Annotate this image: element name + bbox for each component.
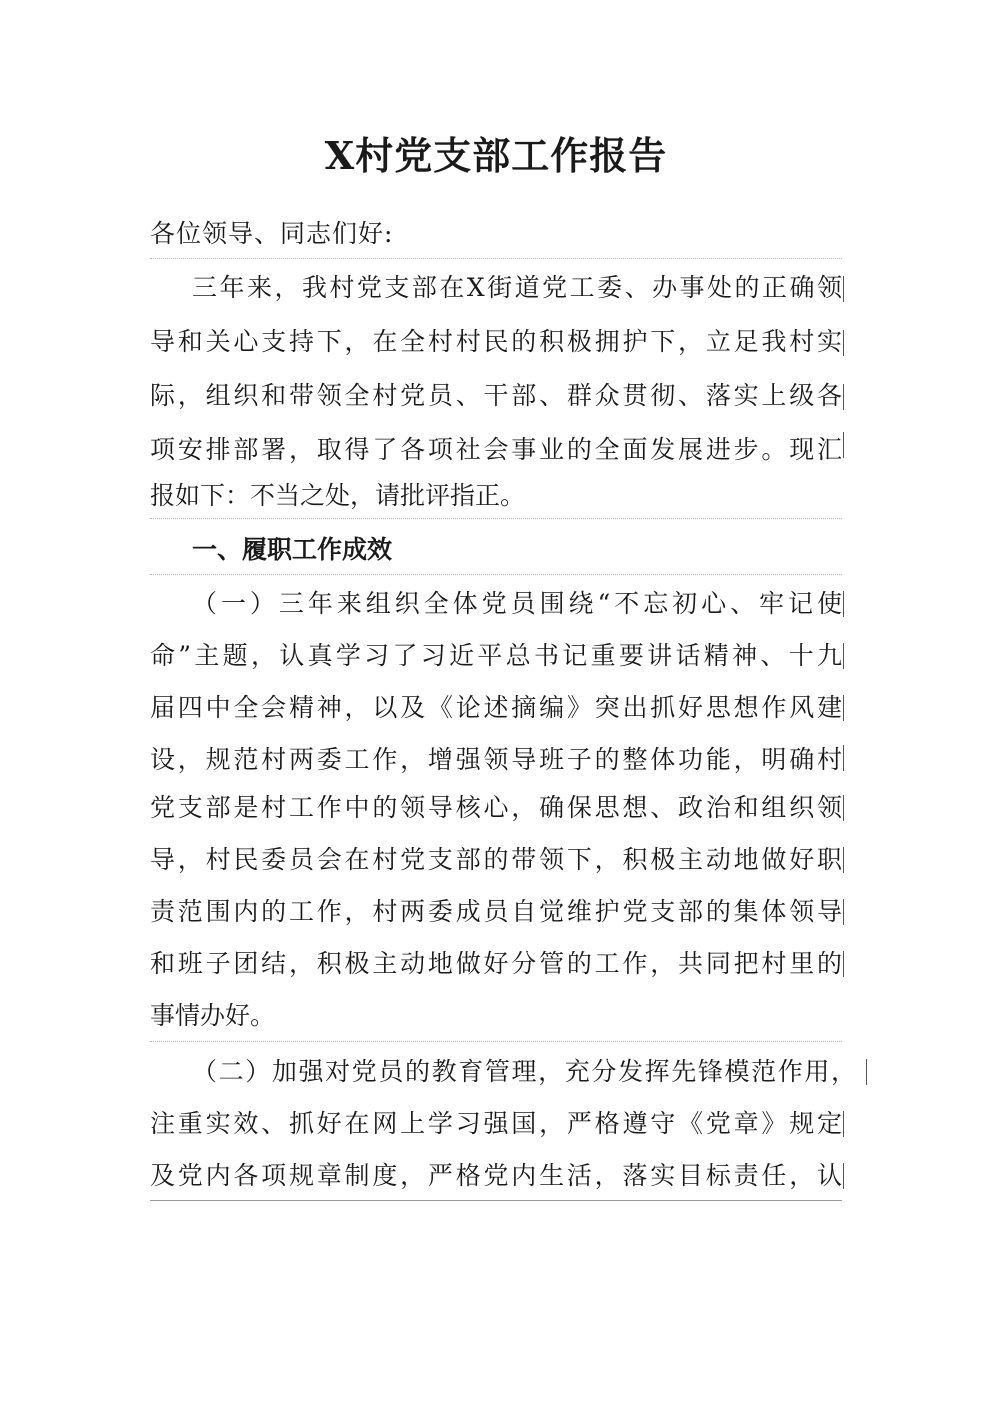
- line-end-marker: [843, 899, 844, 925]
- line-end-marker: [843, 847, 844, 873]
- paragraph-line: 届四中全会精神，以及《论述摘编》突出抓好思想作风建: [150, 693, 842, 722]
- line-end-marker: [843, 432, 844, 458]
- line-end-marker: [843, 951, 844, 977]
- paragraph-line: 导，村民委员会在村党支部的带领下，积极主动地做好职: [150, 845, 842, 874]
- line-end-marker: [843, 330, 844, 356]
- line-end-marker: [843, 1163, 844, 1189]
- line-end-marker: [843, 591, 844, 617]
- paragraph-line: 命”主题，认真学习了习近平总书记重要讲话精神、十九: [150, 641, 842, 670]
- paragraph-separator: [150, 1041, 842, 1042]
- paragraph-line: 和班子团结，积极主动地做好分管的工作，共同把村里的: [150, 949, 842, 978]
- page-bottom-rule: [150, 1200, 842, 1201]
- line-end-marker: [843, 1111, 844, 1137]
- line-end-marker: [843, 276, 844, 302]
- paragraph-line: （一）三年来组织全体党员围绕“不忘初心、牢记使: [192, 589, 842, 618]
- paragraph-line: 及党内各项规章制度，严格党内生活，落实目标责任，认: [150, 1161, 842, 1190]
- paragraph-line: （二）加强对党员的教育管理，充分发挥先锋模范作用，: [192, 1057, 856, 1086]
- line-end-marker: [866, 1059, 867, 1085]
- line-end-marker: [843, 695, 844, 721]
- section-heading: 一、履职工作成效: [192, 535, 393, 564]
- paragraph-line: 导和关心支持下，在全村村民的积极拥护下，立足我村实: [150, 327, 842, 356]
- paragraph-line: 责范围内的工作，村两委成员自觉维护党支部的集体领导: [150, 897, 842, 926]
- document-title: X村党支部工作报告: [324, 133, 668, 178]
- paragraph-line: 三年来，我村党支部在X街道党工委、办事处的正确领: [192, 273, 842, 302]
- line-end-marker: [843, 795, 844, 821]
- paragraph-line: 设，规范村两委工作，增强领导班子的整体功能，明确村: [150, 745, 842, 774]
- line-end-marker: [843, 745, 844, 771]
- greeting-line: 各位领导、同志们好:: [150, 219, 394, 248]
- paragraph-line: 际，组织和带领全村党员、干部、群众贯彻、落实上级各: [150, 381, 842, 410]
- paragraph-separator: [150, 258, 842, 259]
- paragraph-line: 注重实效、抓好在网上学习强国，严格遵守《党章》规定: [150, 1109, 842, 1138]
- paragraph-line: 报如下：不当之处，请批评指正。: [150, 481, 526, 510]
- paragraph-line: 项安排部署，取得了各项社会事业的全面发展进步。现汇: [150, 435, 842, 464]
- paragraph-separator: [150, 518, 842, 519]
- paragraph-line: 事情办好。: [150, 1001, 276, 1030]
- paragraph-separator: [150, 574, 842, 575]
- paragraph-line: 党支部是村工作中的领导核心，确保思想、政治和组织领: [150, 793, 842, 822]
- line-end-marker: [843, 643, 844, 669]
- line-end-marker: [843, 384, 844, 410]
